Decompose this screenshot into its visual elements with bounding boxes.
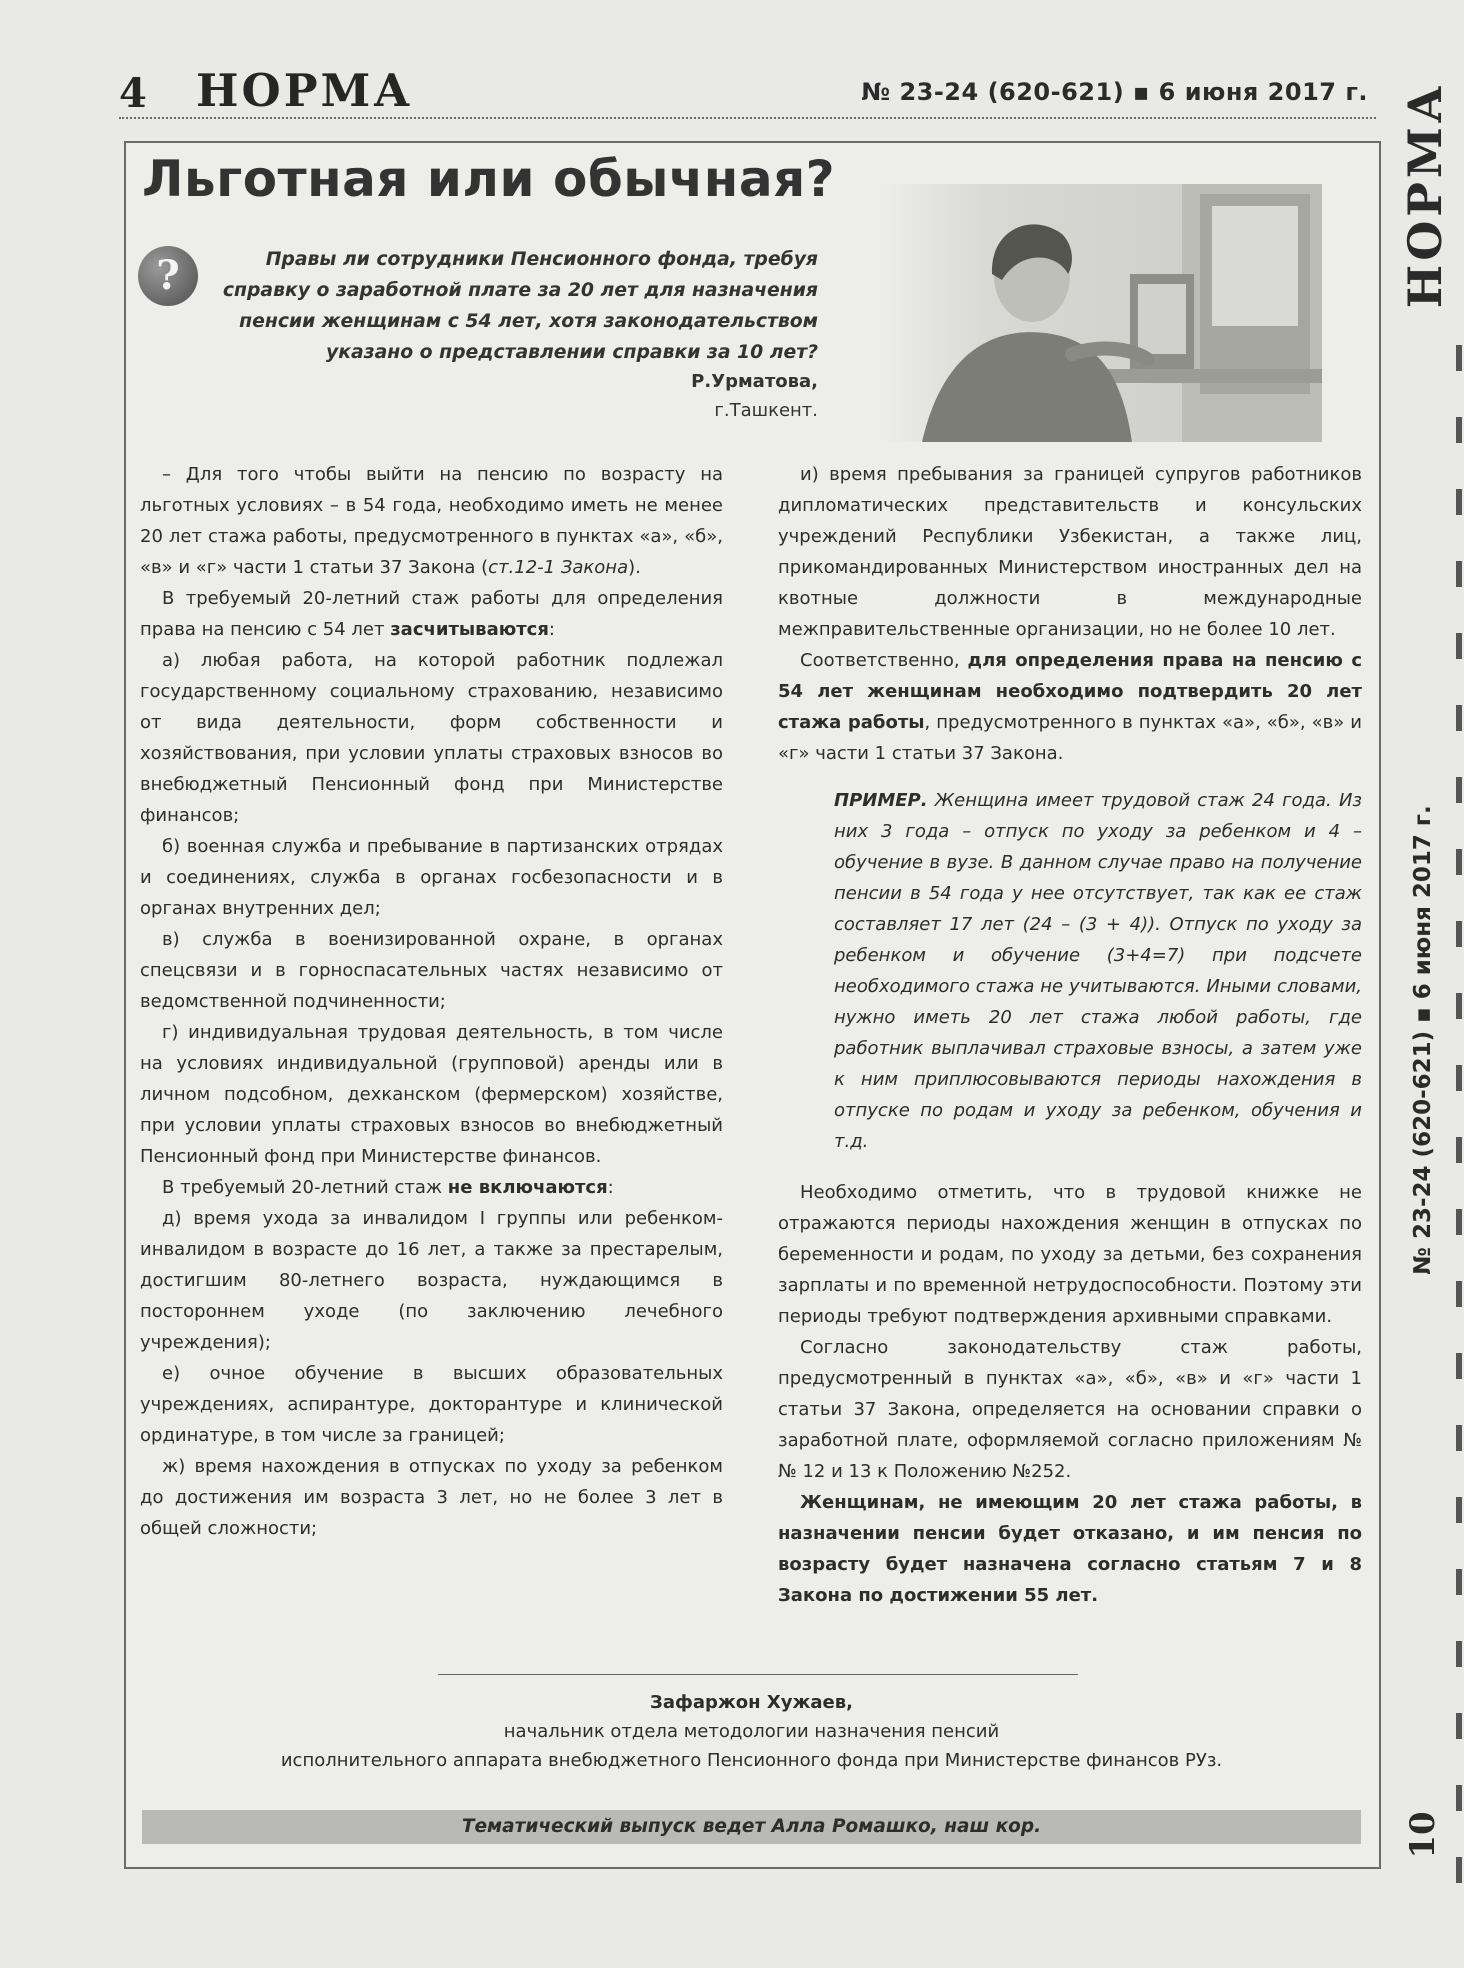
signature-position-2: исполнительного аппарата внебюджетного Пенсионного фонда при Министерстве финансов РУз.: [280, 1750, 1223, 1771]
article-column-right: [778, 459, 1362, 1611]
side-dash-marks: [1456, 345, 1462, 1905]
question-author: [520, 367, 818, 425]
example-text: Женщина имеет трудовой стаж 24 года. Из них 3 года – отпуск по уходу за ребенком и 4 – обучение в вузе. В данном случае право на получение пенсии в 54 года у нее отсутствует, так как ее стаж составляет 17 лет (24 – (3 + 4)). Отпуск по уходу за ребенком и обучение (3+4=7) при подсчете необходимого стажа не учитываются. Иными словами, нужно иметь 20 лет стажа любой работы, где работник выплачивал страховые взносы, а затем уже к ним приплюсовываются периоды нахождения в отпуске по родам и уходу за ребенком, обучения и т.д.: [834, 790, 1362, 1152]
question-mark-icon: ?: [138, 246, 198, 306]
issue-editor-bar: Тематический выпуск ведет Алла Ромашко, наш кор.: [142, 1810, 1361, 1844]
author-name: Р.Урматова,: [691, 371, 818, 392]
intro-paragraph: – Для того чтобы выйти на пенсию по возрасту на льготных условиях – в 54 года, необходимо иметь не менее 20 лет стажа работы, предусмотренного в пунктах «а», «б», «в» и «г» части 1 статьи 37 Закона (ст.12-1 Закона).: [140, 464, 723, 578]
excluded-paragraph: В требуемый 20-летний стаж не включаются:: [162, 1177, 614, 1198]
newspaper-logo: НОРМА: [196, 64, 414, 117]
signature-divider: [438, 1674, 1078, 1675]
workbook-paragraph: Необходимо отметить, что в трудовой книжке не отражаются периоды нахождения женщин в отпусках по беременности и родам, по уходу за детьми, без сохранения зарплаты и по временной нетрудоспособности. Поэтому эти периоды требуют подтверждения архивными справками.: [778, 1182, 1362, 1327]
counted-paragraph: В требуемый 20-летний стаж работы для определения права на пенсию с 54 лет засчитываются:: [140, 588, 723, 640]
signature-position-1: начальник отдела методологии назначения пенсий: [503, 1721, 1000, 1742]
list-item-v: в) служба в военизированной охране, в органах спецсвязи и в горноспасательных частях независимо от ведомственной подчиненности;: [140, 929, 723, 1012]
article-column-left: [140, 459, 723, 1544]
example-block: [778, 785, 1362, 1157]
page-number: 4: [119, 70, 147, 117]
list-item-i: и) время пребывания за границей супругов работников дипломатических представительств и консульских учреждений Республики Узбекистан, а также лиц, прикомандированных Министерством иностранных дел на квотные должности в международные межправительственные организации, но не более 10 лет.: [778, 464, 1362, 640]
list-item-a: а) любая работа, на которой работник подлежал государственному социальному страхованию, независимо от вида деятельности, форм собственности и хозяйствования, при условии уплаты страховых взносов во внебюджетный Пенсионный фонд при Министерстве финансов;: [140, 650, 723, 826]
author-city: г.Ташкент.: [714, 400, 818, 421]
list-item-zh: ж) время нахождения в отпусках по уходу за ребенком до достижения им возраста 3 лет, но не более 3 лет в общей сложности;: [140, 1456, 723, 1539]
example-label: ПРИМЕР.: [834, 790, 928, 811]
side-page-number: 10: [1403, 1811, 1443, 1859]
reader-question: Правы ли сотрудники Пенсионного фонда, требуя справку о заработной плате за 20 лет для назначения пенсии женщинам с 54 лет, хотя законодательством указано о представлении справки за 10 лет?: [222, 249, 818, 363]
signature-name: Зафаржон Хужаев,: [650, 1692, 853, 1713]
list-item-b: б) военная служба и пребывание в партизанских отрядах и соединениях, служба в органах госбезопасности и в органах внутренних дел;: [140, 836, 723, 919]
list-item-d: д) время ухода за инвалидом I группы или ребенком-инвалидом в возрасте до 16 лет, а также за престарелым, достигшим 80-летнего возраста, нуждающимся в постороннем уходе (по заключению лечебного учреждения);: [140, 1208, 723, 1353]
article-signature: [124, 1688, 1379, 1775]
header-divider: [119, 117, 1376, 119]
side-newspaper-logo: НОРМА: [1398, 81, 1452, 309]
final-paragraph: Женщинам, не имеющим 20 лет стажа работы, в назначении пенсии будет отказано, и им пенсия по возрасту будет назначена согласно статьям 7 и 8 Закона по достижении 55 лет.: [778, 1492, 1362, 1606]
legislation-paragraph: Согласно законодательству стаж работы, предусмотренный в пунктах «а», «б», «в» и «г» части 1 статьи 37 Закона, определяется на основании справки о заработной плате, оформляемой согласно приложениям №№ 12 и 13 к Положению №252.: [778, 1337, 1362, 1482]
list-item-g: г) индивидуальная трудовая деятельность, в том числе на условиях индивидуальной (групповой) аренды или в личном подсобном, дехканском (фермерском) хозяйстве, при условии уплаты страховых взносов во внебюджетный Пенсионный фонд при Министерстве финансов.: [140, 1022, 723, 1167]
conclusion-paragraph: Соответственно, для определения права на пенсию с 54 лет женщинам необходимо подтвердить 20 лет стажа работы, предусмотренного в пунктах «а», «б», «в» и «г» части 1 статьи 37 Закона.: [778, 650, 1362, 764]
issue-info: № 23-24 (620-621) ▪ 6 июня 2017 г.: [861, 78, 1368, 106]
side-issue-info: № 23-24 (620-621) ▪ 6 июня 2017 г.: [1410, 805, 1436, 1275]
list-item-e: е) очное обучение в высших образовательных учреждениях, аспирантуре, докторантуре и клинической ординатуре, в том числе за границей;: [140, 1363, 723, 1446]
woman-at-computer-photo: [882, 184, 1322, 442]
article-title: Льготная или обычная?: [142, 150, 836, 208]
